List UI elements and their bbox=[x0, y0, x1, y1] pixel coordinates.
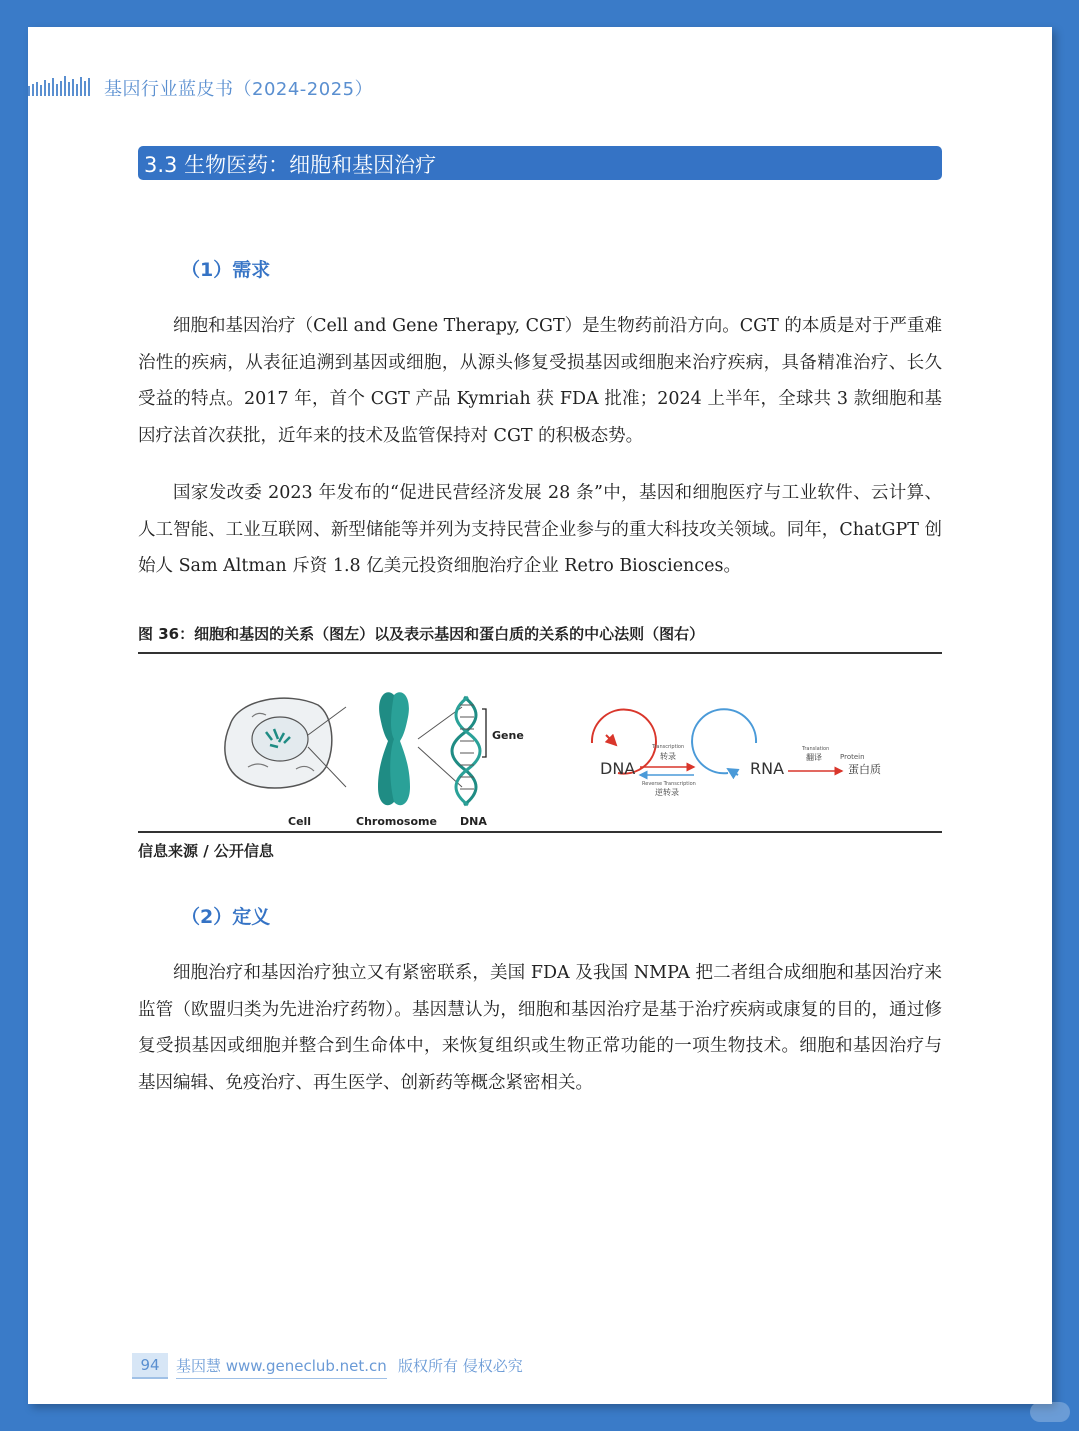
header-title: 基因行业蓝皮书（2024-2025） bbox=[104, 79, 374, 100]
document-page bbox=[28, 27, 1052, 1404]
figure-bottom-rule bbox=[138, 831, 942, 833]
section-title: 3.3 生物医药：细胞和基因治疗 bbox=[144, 153, 437, 177]
label-gene: Gene bbox=[492, 729, 524, 742]
label-protein-cn: 蛋白质 bbox=[848, 763, 881, 776]
cell-illustration bbox=[225, 698, 346, 788]
label-dna: DNA bbox=[600, 759, 636, 778]
figure-caption: 图 36：细胞和基因的关系（图左）以及表示基因和蛋白质的关系的中心法则（图右） bbox=[138, 625, 705, 643]
label-protein-en: Protein bbox=[840, 753, 865, 761]
paragraph-text: 细胞和基因治疗（Cell and Gene Therapy, CGT）是生物药前沿方向。CGT 的本质是对于严重难治性的疾病，从表征追溯到基因或细胞，从源头修复受损基因或细胞来治疗疾病，具备精准治疗、长久受益的特点。2017 年，首个 CGT 产品 Kymriah 获 FDA 批准；2024 上半年，全球共 3 款细胞和基因疗法首次获批，近年来的技术及监管保持对 CGT 的积极态势。 bbox=[138, 316, 942, 446]
paragraph-text: 细胞治疗和基因治疗独立又有紧密联系，美国 FDA 及我国 NMPA 把二者组合成细胞和基因治疗来监管（欧盟归类为先进治疗药物）。基因慧认为，细胞和基因治疗是基于治疗疾病或康复的目的，通过修复受损基因或细胞并整合到生命体中，来恢复组织或生物正常功能的一项生物技术。细胞和基因治疗与基因编辑、免疫治疗、再生医学、创新药等概念紧密相关。 bbox=[138, 963, 942, 1093]
label-reverse-transcription-en: Reverse Transcription bbox=[642, 781, 696, 787]
footer-site: 基因慧 www.geneclub.net.cn bbox=[176, 1355, 387, 1379]
label-rna: RNA bbox=[750, 759, 785, 778]
figure-cell-gene-central-dogma bbox=[208, 677, 881, 828]
figure-top-rule bbox=[138, 652, 942, 654]
label-translation-cn: 翻译 bbox=[806, 753, 822, 762]
figure-source: 信息来源 / 公开信息 bbox=[138, 842, 274, 860]
label-transcription-cn: 转录 bbox=[660, 752, 676, 761]
paragraph-demand-1 bbox=[138, 308, 942, 454]
subsection-heading-definition: （2）定义 bbox=[181, 906, 271, 928]
dna-helix-illustration bbox=[452, 697, 486, 805]
header-bars-decoration bbox=[28, 76, 94, 96]
watermark-badge bbox=[1030, 1402, 1070, 1422]
page-number: 94 bbox=[132, 1353, 168, 1379]
label-translation-en: Translation bbox=[802, 746, 830, 752]
label-transcription-en: Transcription bbox=[652, 744, 685, 750]
paragraph-demand-2 bbox=[138, 475, 942, 585]
chromosome-illustration bbox=[378, 692, 462, 805]
label-reverse-transcription-cn: 逆转录 bbox=[655, 788, 679, 797]
label-dna-left: DNA bbox=[460, 815, 487, 828]
subsection-heading-demand: （1）需求 bbox=[181, 259, 271, 281]
section-title-bar bbox=[138, 146, 942, 180]
footer-rights: 版权所有 侵权必究 bbox=[398, 1357, 523, 1375]
paragraph-text: 国家发改委 2023 年发布的“促进民营经济发展 28 条”中，基因和细胞医疗与工业软件、云计算、人工智能、工业互联网、新型储能等并列为支持民营企业参与的重大科技攻关领域。同年，ChatGPT 创始人 Sam Altman 斥资 1.8 亿美元投资细胞治疗企业 Retro Biosciences。 bbox=[138, 483, 942, 576]
paragraph-definition bbox=[138, 955, 942, 1101]
label-cell: Cell bbox=[288, 815, 312, 828]
label-chromosome: Chromosome bbox=[356, 815, 437, 828]
